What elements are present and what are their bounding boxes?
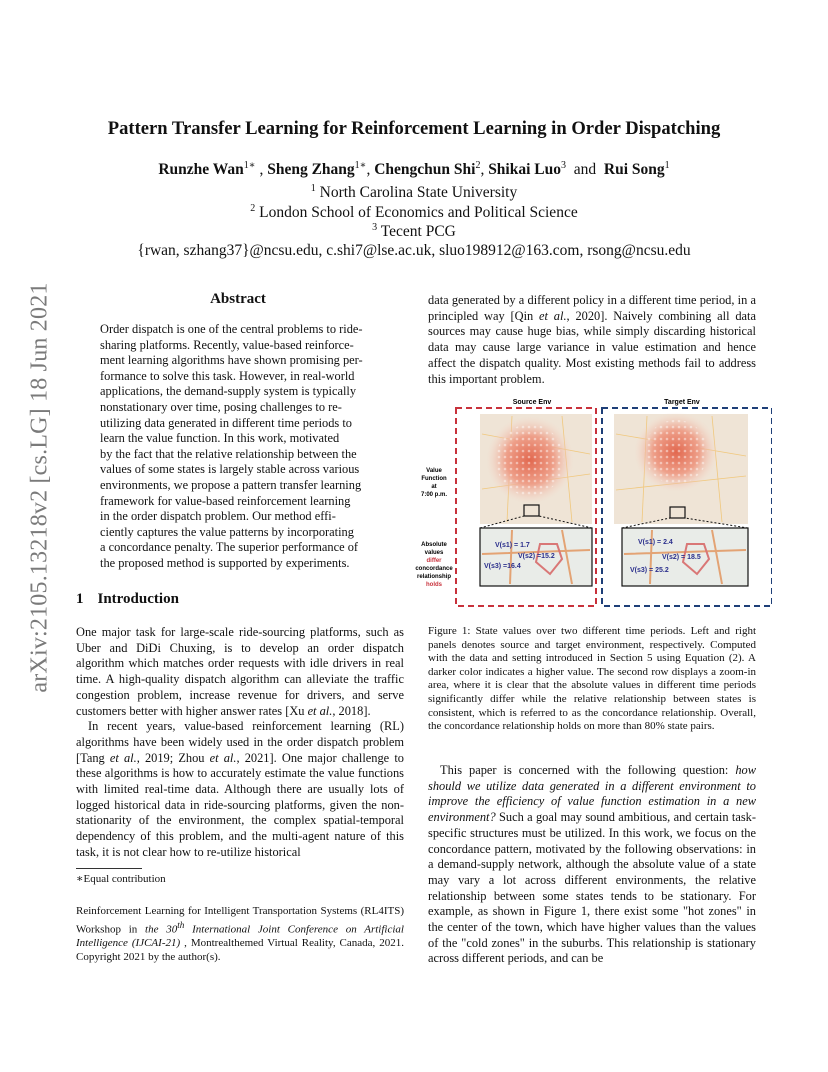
source-v2: V(s2) =15.2 — [518, 553, 555, 560]
affiliation: $^2$ London School of Economics and Political Science — [250, 203, 578, 222]
target-v2: V(s2) = 18.5 — [662, 554, 701, 561]
author-list — [60, 160, 768, 179]
holds-label: holds — [426, 582, 442, 588]
intro-body — [76, 625, 404, 861]
arxiv-stamp: arXiv:2105.13218v2 [cs.LG] 18 Jun 2021 — [26, 281, 53, 693]
author-name: Runzhe Wan — [158, 161, 244, 179]
abstract-heading: Abstract — [210, 291, 266, 307]
footnote-equal: ∗Equal contribution — [76, 873, 166, 885]
source-v1: V(s1) = 1.7 — [495, 542, 530, 549]
paper-title: Pattern Transfer Learning for Reinforcement Learning in Order Dispatching — [107, 118, 721, 139]
separator: , — [366, 161, 371, 179]
abs-label-line: values — [424, 550, 444, 556]
target-heatmap-texture — [644, 420, 708, 484]
abs-label-line: Absolute — [421, 542, 447, 548]
right-column-text: This paper is concerned with the following question: how should we utilize data generated in a different environment to improve the efficiency of value function estimation in a new environment? Such a goal may sound ambitious, and certain task-specific structures must be utilized. In this work, we focus on the concordance pattern, motivated by the following observations: in a demand-supply network, although the absolute value of a state may vary a lot across different environments, the relative relationship between some states tends to be stationary. For example, as shown in Figure 1, there exist some "hot zones" in the center of the town, which have higher values than the values of the "cold zones" in the suburbs. This relationship is stationary across different periods, and can be — [428, 763, 756, 966]
abstract-body: Order dispatch is one of the central problems to ride- sharing platforms. Recently, value-based reinforce- ment learning algorithms have shown promising per- formance to solve this task. However, in real-world applications, the demand-supply system is typically nonstationary over time, posing challenges to re- utilizing data generated in different time periods to learn the value function. In this work, motivated by the fact that the relative relationship between the values of some states is largely stable across various environments, we propose a pattern transfer learning framework for value-based reinforcement learning in the order dispatch problem. Our method effi- ciently captures the value patterns by incorporating a concordance penalty. The superior performance of the proposed method is supported by experiments. — [100, 322, 363, 570]
separator: , — [259, 161, 264, 179]
author-mark: 1 — [664, 160, 670, 171]
conc-label-line: concordance — [415, 566, 453, 572]
author-and: and — [573, 161, 597, 179]
author-emails: {rwan, szhang37}@ncsu.edu, c.shi7@lse.ac.uk, sluo198912@163.com, rsong@ncsu.edu — [137, 242, 691, 259]
source-env-label: Source Env — [512, 399, 552, 406]
differ-label: differ — [426, 558, 442, 564]
author-name: Shikai Luo — [488, 161, 561, 179]
conc-label-line: relationship — [416, 574, 452, 580]
author-mark: 2 — [475, 160, 481, 171]
vf-label-line: at — [431, 484, 437, 490]
target-v1: V(s1) = 2.4 — [638, 539, 673, 546]
affiliation: $^3$ Tecent PCG — [372, 222, 456, 241]
author-name: Sheng Zhang — [267, 161, 355, 179]
figure-caption: Figure 1: State values over two different time periods. Left and right panels denotes source and target environment, respectively. Computed with the data and setting introduced in Section 5 using Equation (2). A darker color indicates a higher value. The second row displays a zoom-in area, where it is clear that the absolute values in different time periods significantly differ while the relative relationship between states is consistent, which is referred to as the concordance relationship. Overall, the concordance relationship holds on more than 80% state pairs. — [428, 625, 756, 733]
vf-label-line: Function — [421, 476, 447, 482]
section-heading: 1 Introduction — [76, 591, 179, 607]
footnote-rule — [76, 868, 142, 869]
right-column-text: data generated by a different policy in a different time period, in a principled way [Qin et al., 2020]. Naively combining all data sources may cause huge bias, while simply discarding historical data may cause large variance in value estimation and hence affect the dispatch quality. Most existing methods fail to address this important problem. — [428, 293, 756, 386]
author-name: Chengchun Shi — [374, 161, 476, 179]
footnote-venue: Reinforcement Learning for Intelligent Transportation Systems (RL4ITS) Workshop in the 30th International Joint Conference on Artificial Intelligence (IJCAI-21) , Montrealthemed Virtual Reality, Canada, 2021. Copyright 2021 by the author(s). — [76, 905, 404, 963]
vf-label-line: 7:00 p.m. — [420, 492, 448, 498]
target-env-label: Target Env — [664, 399, 700, 406]
author-name: Rui Song — [603, 161, 665, 179]
paragraph: In recent years, value-based reinforcement learning (RL) algorithms have been widely used in the order dispatch problem [Tang et al., 2019; Zhou et al., 2021]. One major challenge to these algorithms is how to accurately estimate the value functions with limited real-time data. Although there are usually lots of logged historical data in ride-sourcing platforms, given the non-stationarity of the environment, the complex spatial-temporal dependency of this problem, and the multi-agent nature of this task, it is not clear how to re-utilize historical — [76, 719, 404, 859]
paragraph: One major task for large-scale ride-sourcing platforms, such as Uber and DiDi Chuxing, is to develop an order dispatch algorithm which matches order requests with idle drivers in real time. A high-quality dispatch algorithm can alleviate the traffic congestion problem, increase revenue for drivers, and serve customers better with higher answer rates [Xu et al., 2018]. — [76, 625, 404, 718]
target-v3: V(s3) = 25.2 — [630, 567, 669, 574]
affiliation: $^1$ North Carolina State University — [310, 183, 518, 202]
author-mark: 3 — [561, 160, 566, 171]
source-heatmap-texture — [496, 424, 564, 496]
author-mark: 1∗ — [243, 160, 256, 171]
separator: , — [480, 161, 485, 179]
figure-1 — [412, 394, 772, 614]
author-mark: 1∗ — [354, 160, 367, 171]
source-v3: V(s3) =16.4 — [484, 563, 521, 570]
vf-label-line: Value — [426, 468, 442, 474]
